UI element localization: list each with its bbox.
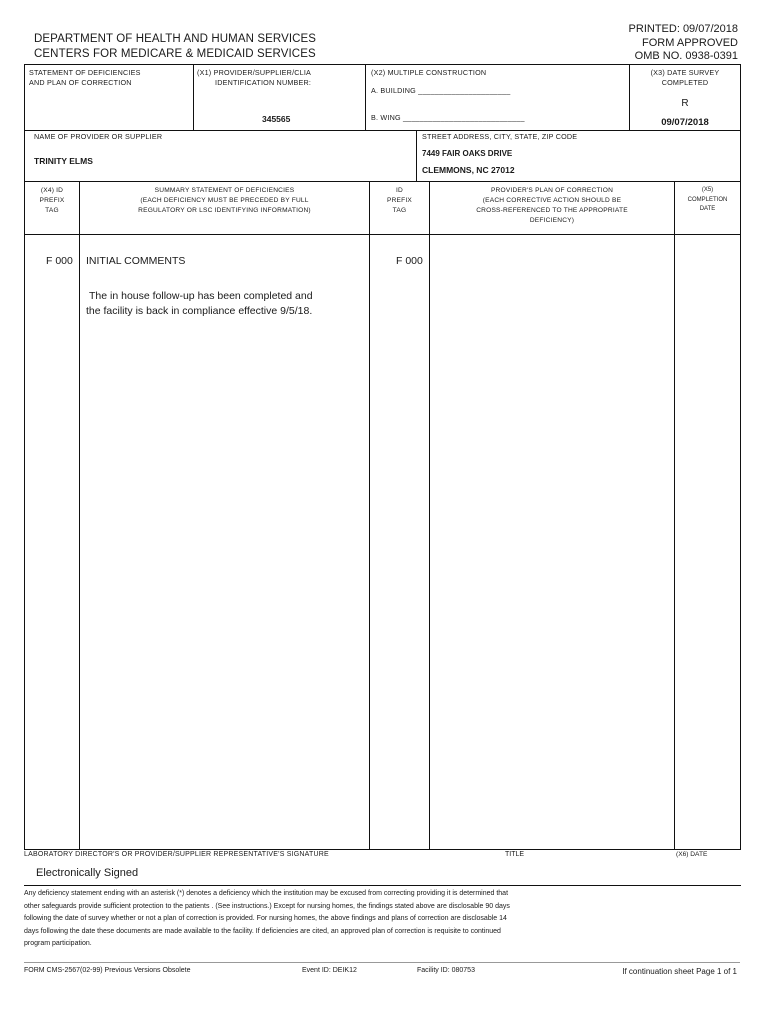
x5-header: (X5) COMPLETION DATE (687, 187, 728, 212)
column-header-bottom-border (24, 234, 741, 235)
divider-plan (674, 181, 675, 849)
dept-line-1: DEPARTMENT OF HEALTH AND HUMAN SERVICES (34, 33, 317, 45)
form-number: FORM CMS-2567(02-99) Previous Versions Obsolete (24, 967, 191, 974)
address-line-2: CLEMMONS, NC 27012 (422, 165, 515, 175)
form-approved: FORM APPROVED (642, 36, 738, 49)
statement-label: STATEMENT OF DEFICIENCIES AND PLAN OF CORRECTION (29, 68, 141, 87)
event-id: Event ID: DEIK12 (302, 967, 357, 974)
electronic-signature: Electronically Signed (36, 867, 139, 879)
body-bottom-border (24, 849, 741, 850)
footer-rule (24, 962, 740, 963)
divider-x1 (193, 64, 194, 130)
id-prefix-header: ID PREFIX TAG (386, 187, 412, 214)
agency-header (34, 32, 316, 62)
survey-date: 09/07/2018 (661, 117, 709, 128)
entry-tag-left: F 000 (46, 255, 73, 267)
x2-label: (X2) MULTIPLE CONSTRUCTION (371, 68, 487, 77)
divider-prefix-left (79, 181, 80, 849)
title-label: TITLE (505, 851, 525, 858)
x3-label: (X3) DATE SURVEY COMPLETED (650, 68, 720, 87)
summary-header: SUMMARY STATEMENT OF DEFICIENCIES (EACH DEFICIENCY MUST BE PRECEDED BY FULL REGULATORY OR LSC IDENTIFYING INFORMATION) (138, 187, 311, 214)
dept-line-2: CENTERS FOR MEDICARE & MEDICAID SERVICES (34, 48, 316, 60)
building-field: A. BUILDING ______________________ (371, 86, 511, 95)
plan-header: PROVIDER'S PLAN OF CORRECTION (EACH CORRECTIVE ACTION SHOULD BE CROSS-REFERENCED TO THE APPROPRIATE DEFICIENCY) (476, 187, 628, 224)
provider-id-value: 345565 (262, 114, 291, 124)
wing-field: B. WING _____________________________ (371, 113, 525, 122)
entry-title: INITIAL COMMENTS (86, 255, 186, 267)
top-border (24, 64, 741, 65)
entry-tag-right: F 000 (396, 255, 423, 267)
divider-address (416, 130, 417, 181)
divider-summary (369, 181, 370, 849)
printed-date: PRINTED: 09/07/2018 (628, 23, 738, 35)
divider-prefix-right (429, 181, 430, 849)
x6-date-label: (X6) DATE (676, 851, 708, 858)
signature-label: LABORATORY DIRECTOR'S OR PROVIDER/SUPPLIER REPRESENTATIVE'S SIGNATURE (24, 851, 329, 858)
left-border-body (24, 181, 25, 849)
continuation-page: If continuation sheet Page 1 of 1 (622, 967, 737, 976)
survey-code: R (681, 98, 689, 109)
provider-name-value: TRINITY ELMS (34, 156, 93, 166)
form-meta (629, 23, 738, 64)
entry-text: The in house follow-up has been completed and the facility is back in compliance effective 9/5/18. (86, 290, 313, 317)
disclaimer-text: Any deficiency statement ending with an asterisk (*) denotes a deficiency which the institution may be excused from correcting providing it is determined that other safeguards provide sufficient protection to the patients . (See instructions.) Except for nursing homes, the findings stated above are disclosable 90 days following the date of survey whether or not a plan of correction is provided. For nursing homes, the above findings and plans of correction are disclosable 14 days following the date these documents are made available to the facility. If deficiencies are cited, an approved plan of correction is requisite to continued program participation. (24, 890, 510, 947)
address-label: STREET ADDRESS, CITY, STATE, ZIP CODE (422, 132, 578, 141)
address-line-1: 7449 FAIR OAKS DRIVE (422, 149, 513, 158)
provider-row-bottom-border (24, 181, 741, 182)
right-border-body (740, 181, 741, 849)
signature-bottom-border (24, 885, 741, 886)
facility-id: Facility ID: 080753 (417, 967, 475, 974)
provider-name-label: NAME OF PROVIDER OR SUPPLIER (34, 132, 163, 141)
omb-number: OMB NO. 0938-0391 (634, 50, 738, 62)
top-row-bottom-border (24, 130, 741, 131)
divider-x2 (365, 64, 366, 130)
x4-header: (X4) ID PREFIX TAG (39, 187, 65, 214)
x1-label: (X1) PROVIDER/SUPPLIER/CLIA IDENTIFICATION NUMBER: (197, 68, 312, 87)
